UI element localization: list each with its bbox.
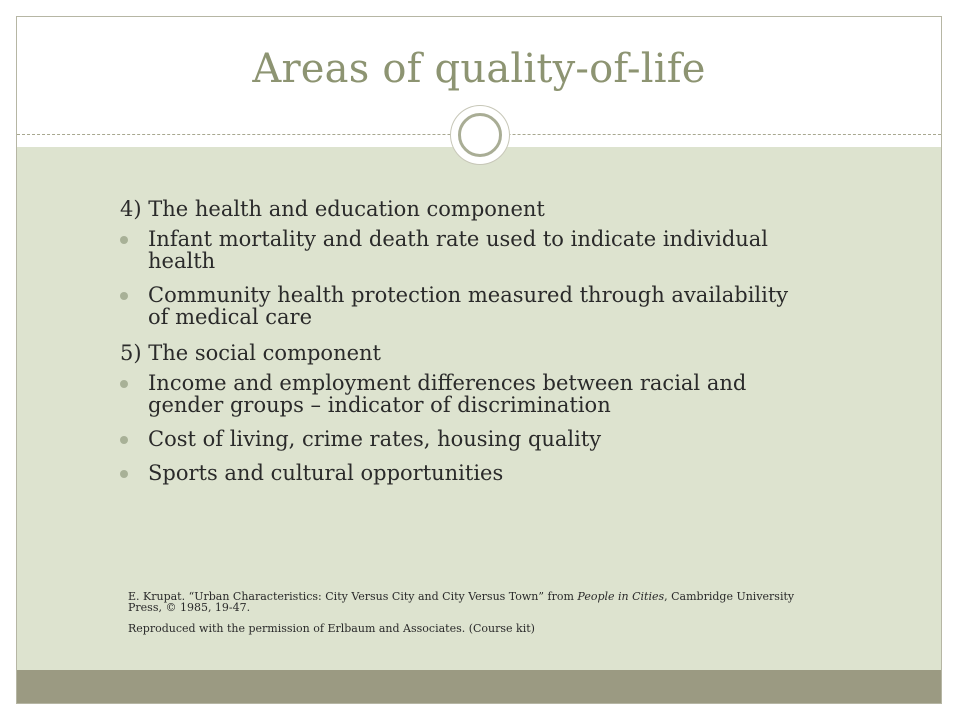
- list-item: [120, 428, 800, 450]
- list-item: [120, 462, 800, 484]
- list-item: [120, 372, 800, 416]
- citation-book-title: People in Cities: [577, 590, 665, 603]
- list-item-text: Community health protection measured through availability of medical care: [148, 283, 789, 329]
- slide-body: [120, 196, 800, 496]
- list-item: [120, 228, 800, 272]
- section-heading-social: 5) The social component: [120, 341, 381, 365]
- citation-suffix: , Cambridge University Press, © 1985, 19-47.: [128, 590, 795, 614]
- circle-ornament-icon: [451, 106, 509, 164]
- section-heading-health: 4) The health and education component: [120, 197, 545, 221]
- bullet-icon: [120, 292, 128, 300]
- citation-line-1: [128, 591, 828, 613]
- ring-icon: [458, 113, 502, 157]
- footer-bar: [17, 670, 941, 703]
- list-item: [120, 284, 800, 328]
- list-item-text: Infant mortality and death rate used to indicate individual health: [148, 227, 769, 273]
- citation-prefix: E. Krupat. “Urban Characteristics: City Versus City and City Versus Town” from: [128, 590, 578, 603]
- list-item-text: Cost of living, crime rates, housing quality: [148, 427, 602, 451]
- bullet-icon: [120, 380, 128, 388]
- citation-line-2: Reproduced with the permission of Erlbaum and Associates. (Course kit): [128, 622, 535, 635]
- list-item-text: Sports and cultural opportunities: [148, 461, 504, 485]
- slide-title: Areas of quality-of-life: [252, 46, 706, 92]
- bullet-icon: [120, 470, 128, 478]
- bullet-icon: [120, 236, 128, 244]
- bullet-icon: [120, 436, 128, 444]
- citation: [128, 591, 828, 644]
- list-item-text: Income and employment differences between racial and gender groups – indicator of discrimination: [148, 371, 747, 417]
